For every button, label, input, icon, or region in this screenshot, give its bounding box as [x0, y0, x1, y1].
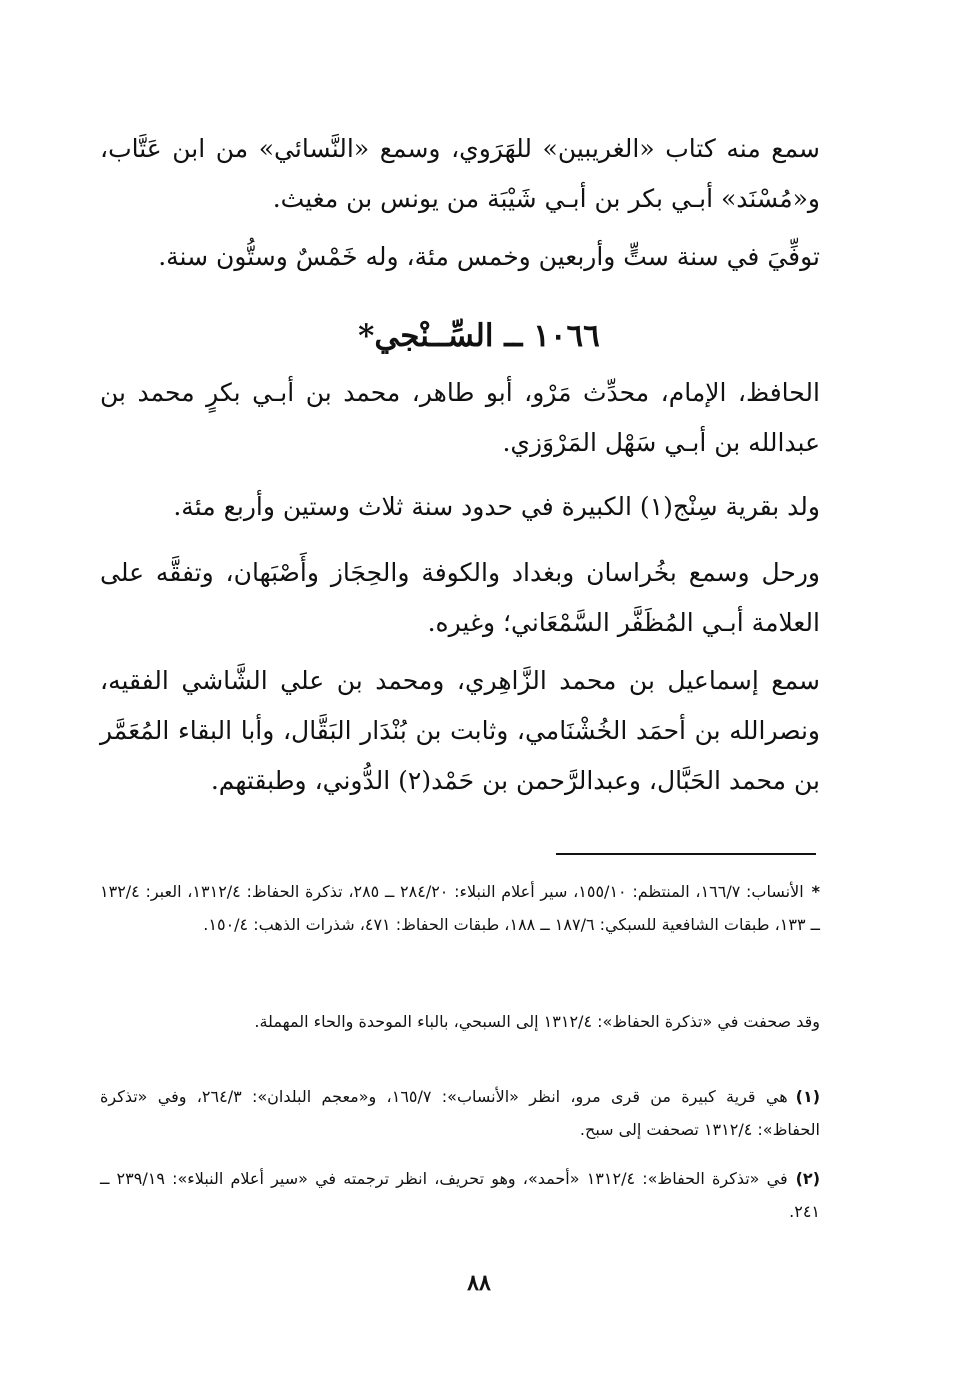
footnote-1-mark: (١) [795, 1087, 821, 1106]
footnote-1-text: هي قرية كبيرة من قرى مرو، انظر «الأنساب»: ١٦٥/٧، و«معجم البلدان»: ٢٦٤/٣، وفي «تذكرة الحفاظ»: ١٣١٢/٤ تصحفت إلى سبح. [100, 1087, 820, 1139]
footnote-sources [100, 875, 820, 941]
footnote-2-mark: (٢) [795, 1169, 820, 1188]
footnote-note: وقد صحفت في «تذكرة الحفاظ»: ١٣١٢/٤ إلى السبحي، بالباء الموحدة والحاء المهملة. [254, 1012, 820, 1031]
page-number: ٨٨ [467, 1270, 491, 1296]
paragraph-teachers: سمع إسماعيل بن محمد الزَّاهِري، ومحمد بن علي الشَّاشي الفقيه، ونصرالله بن أحمَد الخُشْنَامي، وثابت بن بُنْدَار البَقَّال، وأبا البقاء المُعَمَّر بن محمد الحَبَّال، وعبدالرَّحمن بن حَمْد(٢) الدُّوني، وطبقتهم. [100, 666, 820, 795]
paragraph-death-date: توفِّيَ في سنة ستٍّ وأربعين وخمس مئة، وله خَمْسٌ وستُّون سنة. [158, 242, 820, 271]
footnote-1 [100, 1080, 820, 1146]
paragraph-travels: ورحل وسمع بخُراسان وبغداد والكوفة والحِجَاز وأَصْبَهان، وتفقَّه على العلامة أبـي المُظَفَّر السَّمْعَاني؛ وغيره. [100, 558, 820, 637]
footnote-star-mark: * [811, 882, 821, 901]
paragraph-name-lineage: الحافظ، الإمام، محدِّث مَرْو، أبو طاهر، محمد بن أبـي بكرٍ محمد بن عبدالله بن أبـي سَهْل المَرْوَزي. [100, 378, 820, 457]
footnote-sources-text: الأنساب: ١٦٦/٧، المنتظم: ١٥٥/١٠، سير أعلام النبلاء: ٢٨٤/٢٠ ــ ٢٨٥، تذكرة الحفاظ: ١٣١٢/٤، العبر: ١٣٢/٤ ــ ١٣٣، طبقات الشافعية للسبكي: ١٨٧/٦ ــ ١٨٨، طبقات الحفاظ: ٤٧١، شذرات الذهب: ١٥٠/٤. [100, 882, 820, 934]
entry-heading: ١٠٦٦ ــ السِّــنْجي* [358, 318, 600, 354]
paragraph-birth: ولد بقرية سِنْج(١) الكبيرة في حدود سنة ثلاث وستين وأربع مئة. [173, 492, 820, 521]
footnote-2 [100, 1162, 820, 1228]
footnote-divider [556, 853, 816, 855]
footnote-2-text: في «تذكرة الحفاظ»: ١٣١٢/٤ «أحمد»، وهو تحريف، انظر ترجمته في «سير أعلام النبلاء»: ٢٣٩/١٩ ــ ٢٤١. [100, 1169, 820, 1221]
paragraph-continued-text: سمع منه كتاب «الغريبين» للهَرَوي، وسمع «النَّسائي» من ابن عَتَّاب، و«مُسْنَد» أبـي بكر بن أبـي شَيْبَة من يونس بن مغيث. [100, 134, 820, 213]
